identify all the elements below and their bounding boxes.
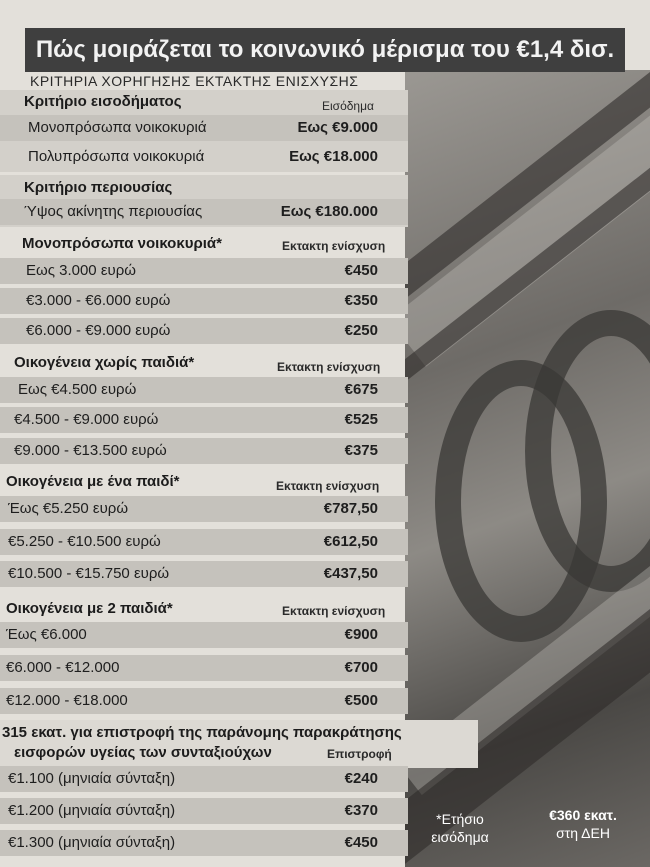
- table-row: [0, 288, 408, 314]
- row-value: €612,50: [323, 533, 378, 550]
- table-row: [0, 655, 408, 681]
- table-row: [0, 830, 408, 856]
- footnote: [420, 810, 500, 846]
- row-label: €9.000 - €13.500 ευρώ: [14, 442, 167, 459]
- table-row: [0, 258, 408, 284]
- deh-line2: στη ΔΕΗ: [556, 825, 610, 841]
- row-value: €675: [344, 381, 378, 398]
- twokids-col-head: Εκτακτη ενίσχυση: [282, 604, 386, 618]
- table-row: [0, 144, 408, 170]
- row-label: Ύψος ακίνητης περιουσίας: [24, 203, 203, 220]
- income-col-head: Εισόδημα: [322, 99, 374, 113]
- row-value: Εως €180.000: [280, 203, 378, 220]
- table-row: [0, 688, 408, 714]
- table-row: [0, 407, 408, 433]
- property-title: Κριτήριο περιουσίας: [24, 179, 173, 196]
- row-label: €1.100 (μηνιαία σύνταξη): [8, 770, 176, 787]
- row-value: Εως €18.000: [289, 148, 378, 165]
- table-row: [0, 798, 408, 824]
- table-row: [0, 496, 408, 522]
- table-row: [0, 622, 408, 648]
- row-label: €6.000 - €12.000: [6, 659, 120, 676]
- row-value: €375: [344, 442, 378, 459]
- row-value: €525: [344, 411, 378, 428]
- table-row: [0, 438, 408, 464]
- table-row: [0, 561, 408, 587]
- table-row: [0, 199, 408, 225]
- twokids-title: Οικογένεια με 2 παιδιά*: [6, 600, 173, 617]
- table-row: [0, 766, 408, 792]
- row-value: €787,50: [323, 500, 378, 517]
- nokids-col-head: Εκτακτη ενίσχυση: [277, 360, 381, 374]
- row-value: €240: [344, 770, 378, 787]
- row-label: €1.300 (μηνιαία σύνταξη): [8, 834, 176, 851]
- row-value: €700: [344, 659, 378, 676]
- row-label: Πολυπρόσωπα νοικοκυριά: [28, 148, 205, 165]
- row-value: Εως €9.000: [297, 119, 378, 136]
- onekid-col-head: Εκτακτη ενίσχυση: [276, 479, 380, 493]
- page-subtitle: ΚΡΙΤΗΡΙΑ ΧΟΡΗΓΗΣΗΣ ΕΚΤΑΚΤΗΣ ΕΝΙΣΧΥΣΗΣ: [30, 73, 359, 89]
- nokids-title: Οικογένεια χωρίς παιδιά*: [14, 354, 195, 371]
- row-value: €370: [344, 802, 378, 819]
- table-row: [0, 529, 408, 555]
- row-label: €4.500 - €9.000 ευρώ: [14, 411, 159, 428]
- row-label: €3.000 - €6.000 ευρώ: [26, 292, 171, 309]
- row-value: €250: [344, 322, 378, 339]
- row-label: €1.200 (μηνιαία σύνταξη): [8, 802, 176, 819]
- onekid-title: Οικογένεια με ένα παιδί*: [6, 473, 180, 490]
- row-value: €437,50: [323, 565, 378, 582]
- row-value: €500: [344, 692, 378, 709]
- row-label: Εως 3.000 ευρώ: [26, 262, 136, 279]
- row-label: €12.000 - €18.000: [6, 692, 128, 709]
- row-label: Έως €5.250 ευρώ: [8, 500, 129, 517]
- pension-title-line1: 315 εκατ. για επιστροφή της παράνομης παρακράτησης: [2, 724, 402, 741]
- row-value: €450: [344, 834, 378, 851]
- income-title: Κριτήριο εισοδήματος: [24, 93, 182, 110]
- single-title: Μονοπρόσωπα νοικοκυριά*: [22, 235, 222, 252]
- table-row: [0, 377, 408, 403]
- pension-col-head: Επιστροφή: [327, 747, 392, 761]
- row-label: €6.000 - €9.000 ευρώ: [26, 322, 171, 339]
- pension-title-line2: εισφορών υγείας των συνταξιούχων: [14, 744, 272, 761]
- row-label: Εως €4.500 ευρώ: [18, 381, 137, 398]
- row-value: €450: [344, 262, 378, 279]
- row-label: Έως €6.000: [6, 626, 87, 643]
- row-value: €900: [344, 626, 378, 643]
- row-value: €350: [344, 292, 378, 309]
- page-title: Πώς μοιράζεται το κοινωνικό μέρισμα του €1,4 δισ.: [25, 28, 625, 72]
- single-col-head: Εκτακτη ενίσχυση: [282, 239, 386, 253]
- deh-callout: [538, 806, 628, 842]
- deh-line1: €360 εκατ.: [549, 807, 617, 823]
- footnote-line1: *Ετήσιο: [436, 811, 484, 827]
- row-label: Μονοπρόσωπα νοικοκυριά: [28, 119, 207, 136]
- footnote-line2: εισόδημα: [431, 829, 489, 845]
- table-row: [0, 318, 408, 344]
- row-label: €10.500 - €15.750 ευρώ: [8, 565, 170, 582]
- table-row: [0, 115, 408, 141]
- row-label: €5.250 - €10.500 ευρώ: [8, 533, 161, 550]
